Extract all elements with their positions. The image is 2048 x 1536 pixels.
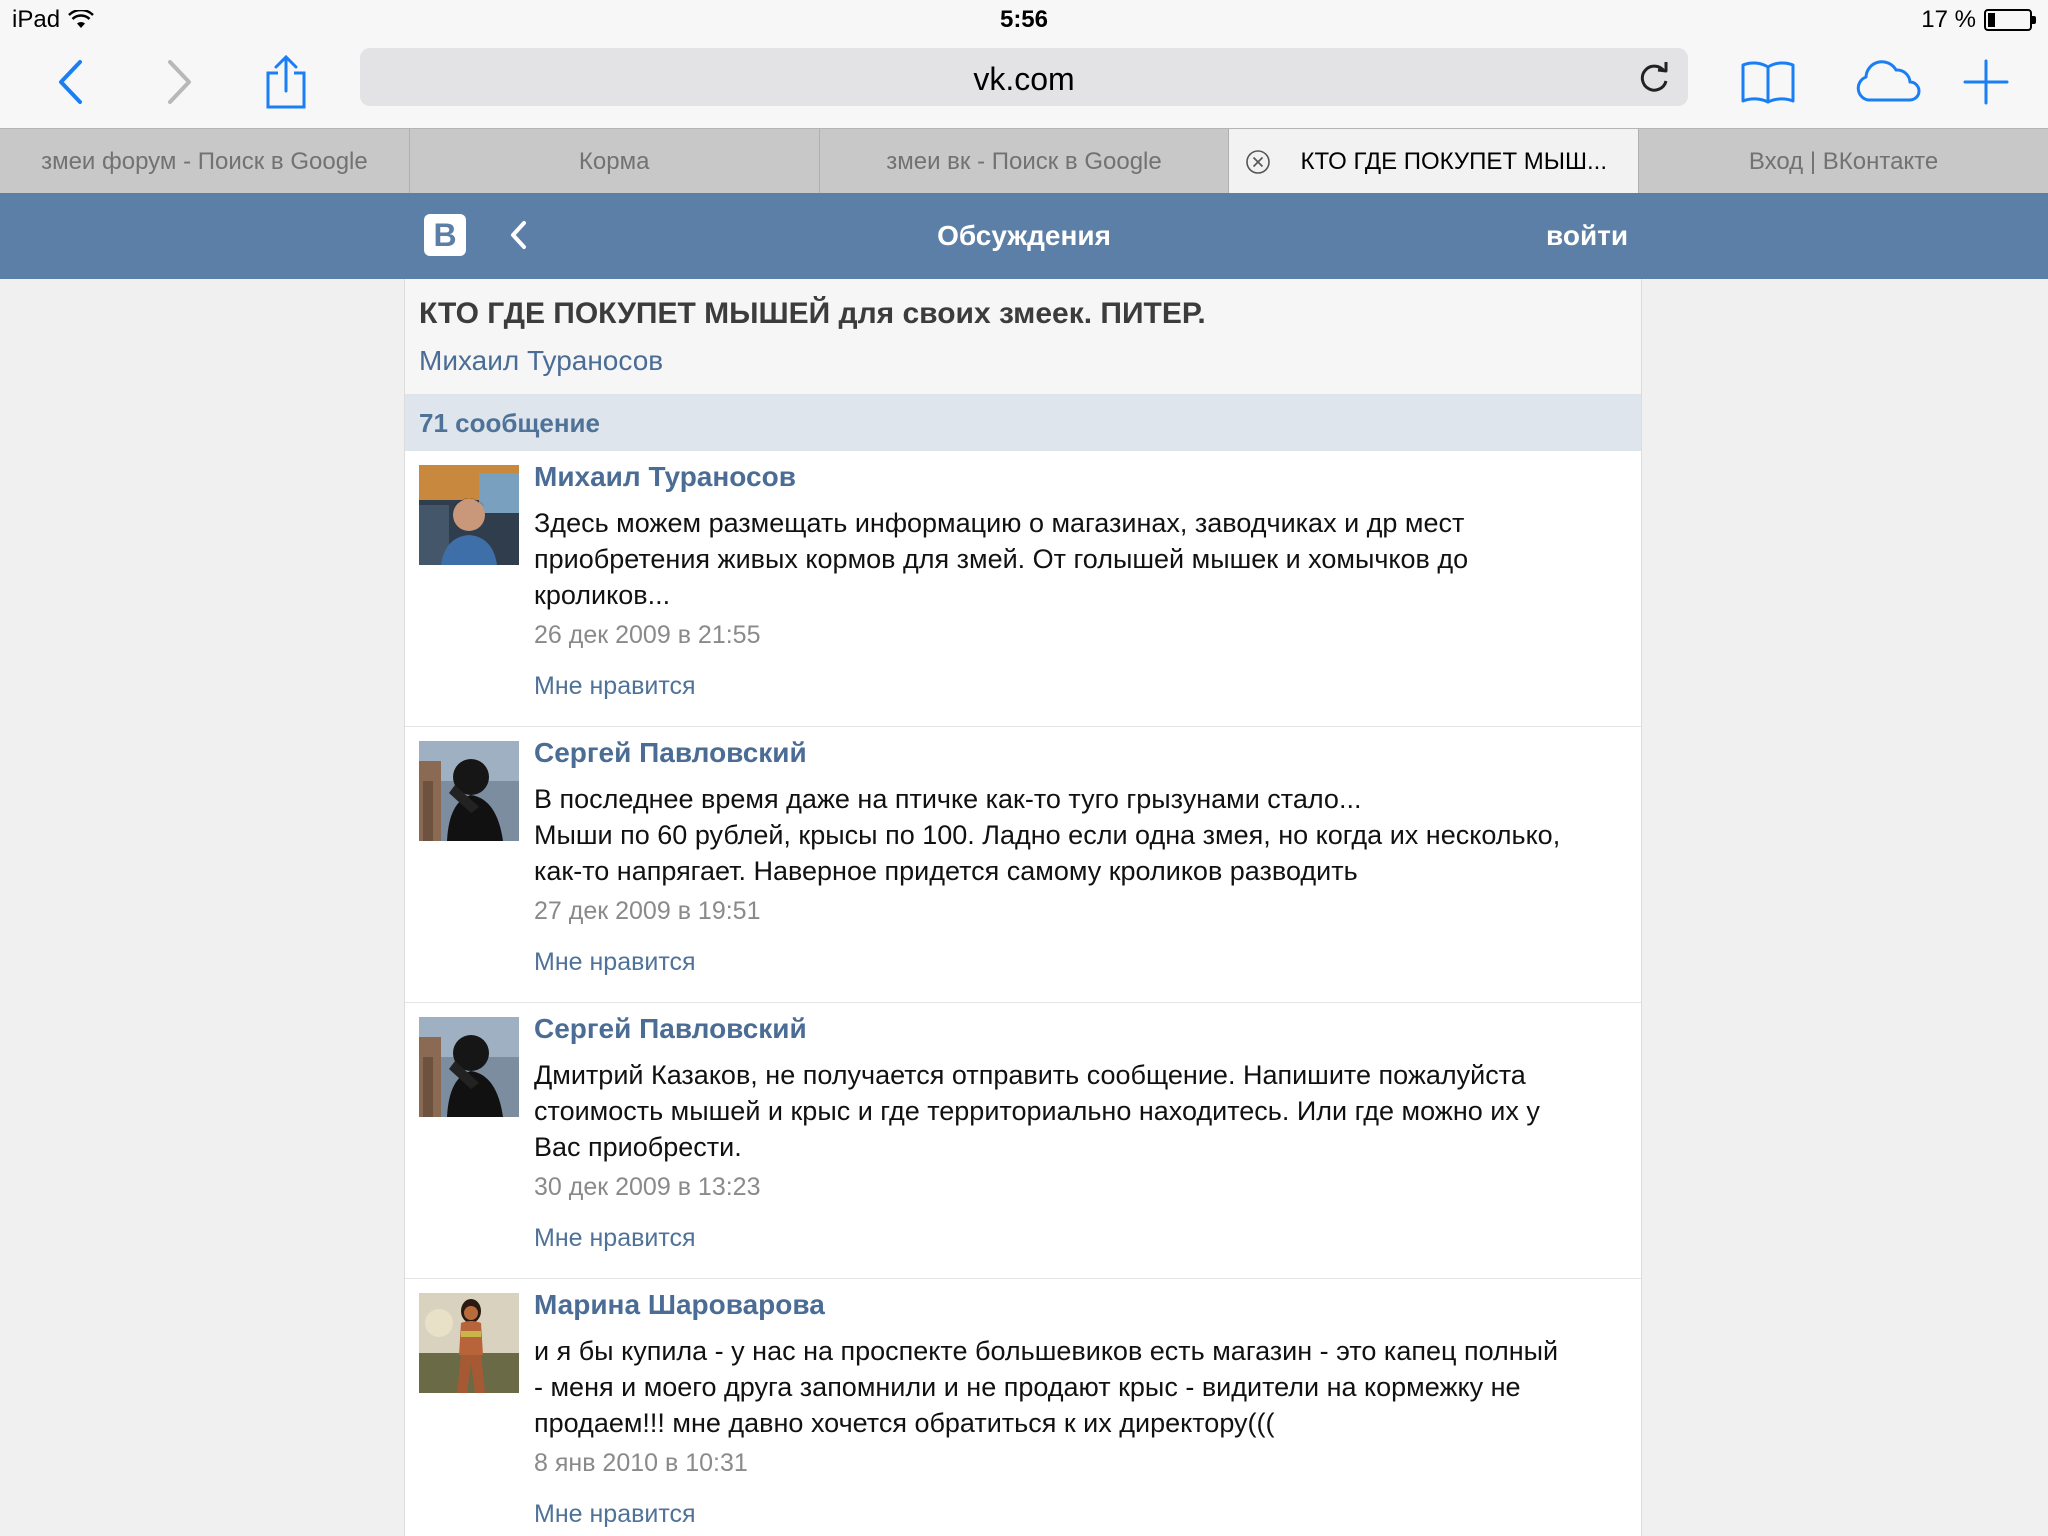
post-text [534, 1333, 1627, 1441]
reload-icon[interactable] [1636, 59, 1672, 95]
forward-button[interactable] [148, 50, 212, 114]
battery-percent: 17 % [1921, 6, 1976, 33]
topic-header [405, 279, 1641, 395]
clock: 5:56 [999, 6, 1049, 33]
post-text-line: Вас приобрести. [534, 1132, 742, 1162]
url-text: vk.com [973, 61, 1075, 97]
chevron-right-icon [166, 59, 194, 105]
back-button[interactable] [38, 50, 102, 114]
login-link[interactable]: войти [1546, 220, 1629, 251]
like-link[interactable]: Мне нравится [534, 1224, 696, 1252]
post-text-line: В последнее время даже на птичке как-то туго грызунами стало... [534, 784, 1362, 814]
post-item [405, 1003, 1641, 1279]
book-icon [1740, 59, 1796, 105]
post-text [534, 1057, 1627, 1165]
tab-item[interactable] [410, 129, 820, 194]
topic-author-link[interactable]: Михаил Тураносов [419, 345, 664, 376]
avatar[interactable] [419, 1017, 519, 1117]
post-text-line: и я бы купила - у нас на проспекте большевиков есть магазин - это капец полный [534, 1336, 1559, 1366]
post-item [405, 451, 1641, 727]
topic-title: КТО ГДЕ ПОКУПЕТ МЫШЕЙ для своих змеек. ПИТЕР. [419, 297, 1206, 330]
share-button[interactable] [254, 50, 318, 114]
device-name: iPad [12, 6, 61, 33]
post-text-line: стоимость мышей и крыс и где территориально находитесь. Или где можно их у [534, 1096, 1540, 1126]
tab-item[interactable] [1639, 129, 2048, 194]
post-body [534, 1013, 1627, 1253]
avatar[interactable] [419, 1293, 519, 1393]
post-text-line: как-то напрягает. Наверное придется самому кроликов разводить [534, 856, 1358, 886]
new-tab-button[interactable] [1954, 50, 2018, 114]
post-body [534, 461, 1627, 701]
close-tab-icon[interactable] [1245, 149, 1271, 175]
tab-item-active[interactable] [1229, 129, 1639, 194]
post-text-line: Мыши по 60 рублей, крысы по 100. Ладно если одна змея, но когда их несколько, [534, 820, 1561, 850]
discussion-content [404, 279, 1642, 1536]
tab-bar [0, 128, 2048, 193]
status-right [1921, 6, 2032, 34]
like-link[interactable]: Мне нравится [534, 948, 696, 976]
vk-page-title: Обсуждения [937, 220, 1111, 251]
post-item [405, 727, 1641, 1003]
cloud-icon [1852, 60, 1924, 104]
post-text [534, 781, 1627, 889]
post-text-line: кроликов... [534, 580, 671, 610]
tab-label: КТО ГДЕ ПОКУПЕТ МЫШ... [1300, 147, 1608, 175]
tab-label: Вход | ВКонтакте [1748, 147, 1939, 175]
post-author-link[interactable]: Марина Шароварова [534, 1289, 825, 1320]
plus-icon [1963, 59, 2009, 105]
post-date[interactable]: 26 дек 2009 в 21:55 [534, 621, 761, 649]
post-date[interactable]: 30 дек 2009 в 13:23 [534, 1173, 761, 1201]
battery-level [1988, 13, 1995, 27]
address-bar[interactable] [360, 48, 1688, 106]
tab-label: змеи вк - Поиск в Google [886, 147, 1162, 175]
post-author-link[interactable]: Михаил Тураносов [534, 461, 796, 492]
post-body [534, 1289, 1627, 1529]
tab-item[interactable] [0, 129, 410, 194]
post-date[interactable]: 8 янв 2010 в 10:31 [534, 1449, 748, 1477]
post-text-line: приобретения живых кормов для змей. От голышей мышек и хомычков до [534, 544, 1469, 574]
share-icon [264, 55, 308, 109]
post-text-line: продаем!!! мне давно хочется обратиться к их директору((( [534, 1408, 1275, 1438]
browser-toolbar [0, 40, 2048, 128]
tab-label: Корма [578, 147, 650, 175]
post-text-line: Дмитрий Казаков, не получается отправить сообщение. Напишите пожалуйста [534, 1060, 1526, 1090]
like-link[interactable]: Мне нравится [534, 1500, 696, 1528]
post-date[interactable]: 27 дек 2009 в 19:51 [534, 897, 761, 925]
avatar[interactable] [419, 741, 519, 841]
post-text [534, 505, 1627, 613]
post-text-line: - меня и моего друга запомнили и не продают крыс - видители на кормежку не [534, 1372, 1521, 1402]
post-body [534, 737, 1627, 977]
status-bar [0, 0, 2048, 40]
battery-icon [1984, 9, 2032, 31]
chevron-left-icon [56, 59, 84, 105]
tab-item[interactable] [820, 129, 1230, 194]
vk-logo[interactable]: В [424, 214, 466, 256]
message-count: 71 сообщение [405, 395, 1641, 451]
bookmarks-button[interactable] [1736, 50, 1800, 114]
tab-label: змеи форум - Поиск в Google [41, 147, 368, 175]
post-text-line: Здесь можем размещать информацию о магазинах, заводчиках и др мест [534, 508, 1465, 538]
like-link[interactable]: Мне нравится [534, 672, 696, 700]
post-author-link[interactable]: Сергей Павловский [534, 1013, 807, 1044]
post-author-link[interactable]: Сергей Павловский [534, 737, 807, 768]
vk-header [0, 193, 2048, 279]
avatar[interactable] [419, 465, 519, 565]
post-item [405, 1279, 1641, 1536]
icloud-tabs-button[interactable] [1850, 50, 1926, 114]
